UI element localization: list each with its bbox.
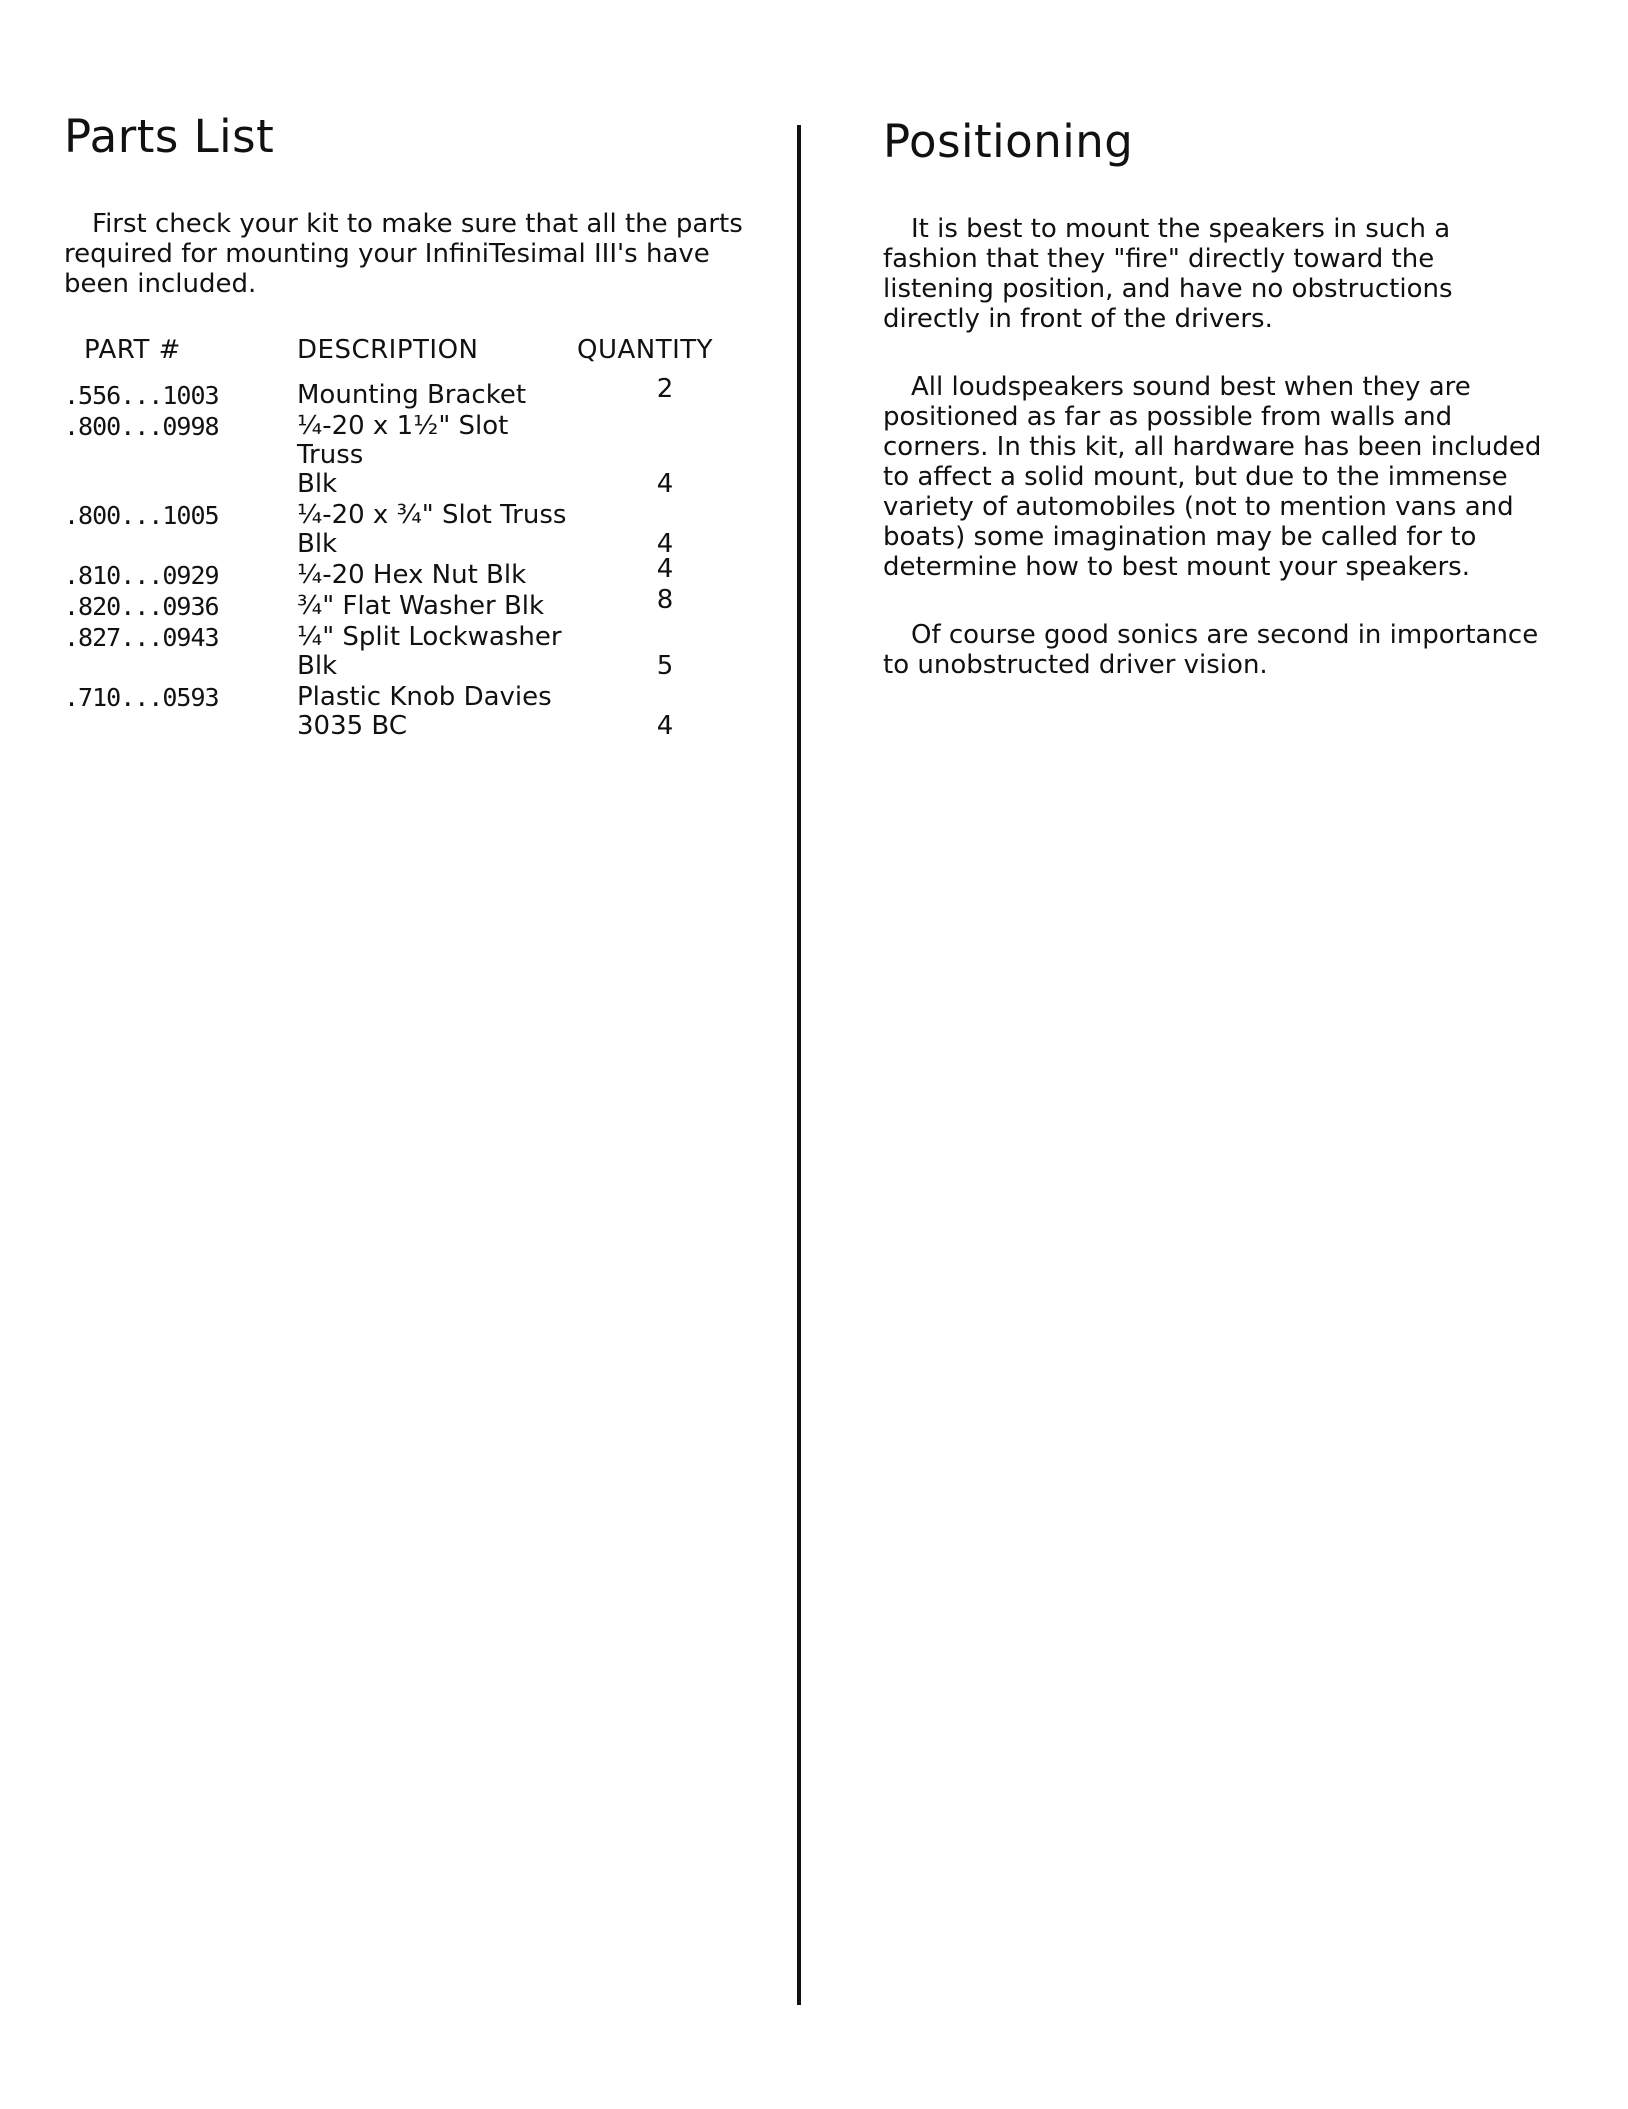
part-quantity: 4: [656, 711, 674, 741]
parts-list-section: [64, 110, 764, 743]
parts-table: [64, 335, 764, 741]
description-line: Blk: [297, 529, 338, 559]
positioning-paragraph: It is best to mount the speakers in such a fashion that they "fire" directly toward the listening position, and have no obstructions directly in front of the drivers.: [883, 214, 1453, 334]
part-description: [297, 412, 577, 499]
part-description: [297, 501, 577, 559]
part-description: [297, 623, 577, 681]
table-row: [64, 585, 764, 621]
table-row: [64, 623, 764, 681]
description-line: Blk: [297, 469, 338, 499]
table-row: [64, 683, 764, 741]
header-quantity: QUANTITY: [577, 335, 714, 365]
part-description: [297, 683, 577, 741]
parts-list-title: Parts List: [64, 110, 275, 163]
description-line: Plastic Knob Davies: [297, 682, 552, 712]
part-quantity: 4: [656, 469, 674, 499]
table-row: [64, 374, 764, 410]
part-quantity: 8: [656, 585, 674, 615]
parts-list-intro: First check your kit to make sure that all the parts required for mounting your InfiniTesimal III's have been included.: [64, 209, 743, 299]
description-line: ¼-20 x 1½" Slot Truss: [297, 411, 509, 470]
part-number: .710...0593: [64, 683, 219, 712]
description-line: 3035 BC: [297, 711, 407, 741]
part-number: .800...0998: [64, 412, 219, 441]
positioning-title: Positioning: [883, 115, 1134, 168]
part-description: [297, 561, 577, 590]
part-description: [297, 592, 577, 621]
part-number: .810...0929: [64, 561, 219, 590]
part-quantity: 5: [656, 651, 674, 681]
part-number: .827...0943: [64, 623, 219, 652]
part-number: .556...1003: [64, 381, 219, 410]
part-quantity: 2: [656, 374, 674, 404]
header-description: DESCRIPTION: [297, 335, 479, 365]
description-line: ¼-20 Hex Nut Blk: [297, 560, 527, 590]
positioning-paragraph: Of course good sonics are second in importance to unobstructed driver vision.: [883, 620, 1539, 680]
description-line: ¾" Flat Washer Blk: [297, 591, 545, 621]
table-row: [64, 501, 764, 559]
description-line: Mounting Bracket: [297, 380, 527, 410]
part-quantity: 4: [656, 554, 674, 584]
part-number: .820...0936: [64, 592, 219, 621]
description-line: ¼" Split Lockwasher: [297, 622, 562, 652]
part-description: [297, 381, 577, 410]
part-quantity: 4: [656, 529, 674, 559]
positioning-paragraph: All loudspeakers sound best when they are positioned as far as possible from walls and corners. In this kit, all hardware has been included to affect a solid mount, but due to the immense variety of automobiles (not to mention vans and boats) some imagination may be called for to determine how to best mount your speakers.: [883, 372, 1542, 582]
positioning-section: [883, 115, 1543, 680]
description-line: ¼-20 x ¾" Slot Truss: [297, 500, 567, 530]
table-row: [64, 412, 764, 499]
header-part-number: PART #: [84, 335, 181, 365]
description-line: Blk: [297, 651, 338, 681]
part-number: .800...1005: [64, 501, 219, 530]
column-divider: [797, 125, 801, 2005]
